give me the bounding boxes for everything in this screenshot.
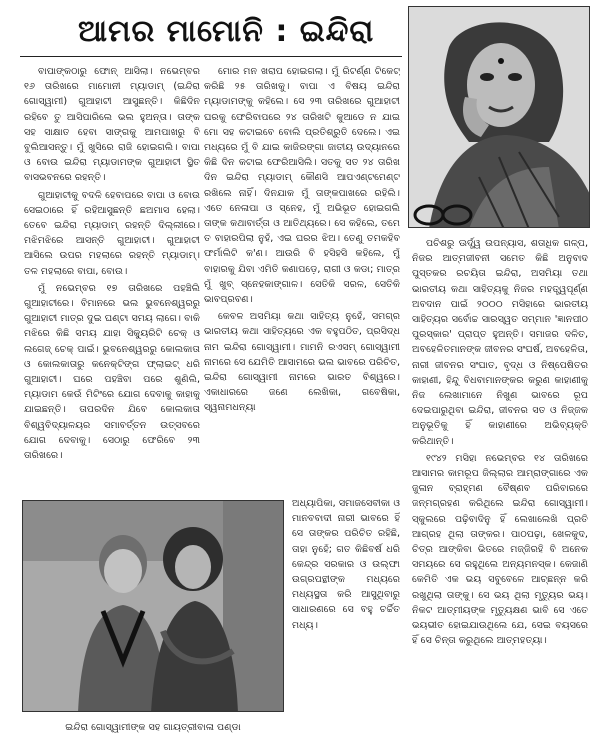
paragraph: କେବଳ ଅସମିୟା କଥା ସାହିତ୍ୟ ନୁହେଁ, ସମଗ୍ର ଭାରତୀୟ କଥା ସାହିତ୍ୟରେ ଏକ ବହୁପଠିତ, ପ୍ରସିଦ୍ଧ ନାମ ଇନ୍ଦିରା ଗୋସ୍ୱାମୀ। ମାମନି ରଏସମ୍ ଗୋସ୍ୱାମୀ ନାମରେ ସେ ଯେମିତି ଆସାମରେ ଭଲ ଭାବରେ ପରିଚିତ, ଇନ୍ଦିରା ଗୋସ୍ୱାମୀ ନାମରେ ଭାରତ ବିଶ୍ୱରେ। ଏକାଧାରରେ ଜଣେ ଲେଖିକା, ଗବେଷିକା, ସ୍ୱନାମଧନ୍ୟା xyxy=(204,311,400,414)
paragraph: ଗୁଆହାଟୀକୁ ବଦଳି ହେବାପରେ ବାପା ଓ ବୋଉ ସେଇଠାରେ ହିଁ ରହିଆସୁଛନ୍ତି ଛଅମାସ ହେଲା। ତେବେ ଇନ୍ଦିରା ମ୍ୟାଡାମ୍ ରହନ୍ତି ଦିଲ୍ଲୀରେ। ମଝିମଝିରେ ଆସନ୍ତି ଗୁଆହାଟୀ। ଗୁଆହାଟୀ ଆସିଲେ ଉପର ମହଲାରେ ରହନ୍ତି ମ୍ୟାଡାମ୍। ତଳ ମହଲାରେ ବାପା, ବୋଉ। xyxy=(24,189,200,277)
paragraph: ଅଧ୍ୟାପିକା, ସମାଜସେବୀକା ଓ ମାନବବାଦୀ ନାରୀ ଭାବରେ ହିଁ ସେ ତାଙ୍କର ପରିଚିତ ରହିଛି, ତାହା ନୁହେଁ; ଗତ କିଛିବର୍ଷ ଧରି କେନ୍ଦ୍ର ସରକାର ଓ ଉଲ୍ଫା ଉଗ୍ରପନ୍ଥୀଙ୍କ ମଧ୍ୟରେ ମଧ୍ୟସ୍ଥତା କରି ଆସୁଥିବାରୁ ସାଧାରଣରେ ସେ ବହୁ ଚର୍ଚ୍ଚିତ ମଧ୍ୟ। xyxy=(292,498,400,631)
paragraph: ବାପାଙ୍କଠାରୁ ଫୋନ୍ ଆସିଲା। ନଭେମ୍ବର ୧୬ ତାରିଖରେ ମାମୋନୀ ମ୍ୟାଡାମ୍ (ଇନ୍ଦିରା ଗୋସ୍ୱାମୀ) ଗୁଆହାଟୀ ଆସୁଛନ୍ତି। କିଛିଦିନ ରହିବେ ତୁ ଆସିପାରିଲେ ଭଲ ହୁଅନ୍ତା। ତାଙ୍କ ସହ ସାକ୍ଷାତ ହେବା ସାଙ୍ଗକୁ ଆମପାଖରୁ ବି ବୁଲିଆସନ୍ତୁ। ମୁଁ ଖୁସିରେ ରାଜି ହୋଇଗଲି। ବାପା ଓ ବୋଉ ଇନ୍ଦିରା ମ୍ୟାଡାମଙ୍କ ଗୁଆହାଟୀ ସ୍ଥିତ ବାସଭବନରେ ରହନ୍ତି। xyxy=(24,66,200,184)
paragraph: ପଚିଶରୁ ଊର୍ଦ୍ଧ୍ୱ ଉପନ୍ୟାସ, ଶତାଧିକ ଗଳ୍ପ, ନିଜର ଆତ୍ମଜୀବନୀ ସମେତ କିଛି ଅନୁବାଦ ପୁସ୍ତକର ରଚୟିତା ଇନ୍ଦିରା, ଅସମିୟା ତଥା ଭାରତୀୟ କଥା ସାହିତ୍ୟକୁ ନିଜର ମହତ୍ତ୍ୱପୂର୍ଣ୍ଣ ଅବଦାନ ପାଇଁ ୨୦୦୦ ମସିହାରେ ଭାରତୀୟ ସାହିତ୍ୟର ସର୍ବୋଚ୍ଚ ସାରସ୍ୱତ ସମ୍ମାନ 'ଜ୍ଞାନପୀଠ ପୁରସ୍କାର' ପ୍ରାପ୍ତ ହୁଅନ୍ତି। ସମାଜର ଦଳିତ, ଅବହେଳିତମାନଙ୍କ ଜୀବନର ସଂଘର୍ଷ, ଅବହେଳିତା, ନାରୀ ଜୀବନର ସଂଘାତ, ବୃଦ୍ଧ ଓ ନିଷ୍ପେଷିତର କାହାଣୀ, ହିନ୍ଦୁ ବିଧବାମାନଙ୍କର କରୁଣ କାହାଣୀକୁ ନିଜ ଲେଖାମାନେ ନିଖୁଣ ଭାବରେ ରୂପ ଦେଇପାରୁଥିବା ଇନ୍ଦିରା, ଜୀବନର ସତ ଓ ନିଜ୍ଜକ ଅନୁଭୂତିକୁ ହିଁ କାହାଣୀରେ ଅଭିବ୍ୟକ୍ତି କରିଥାନ୍ତି। xyxy=(412,238,588,447)
portrait-illustration xyxy=(409,7,590,228)
paragraph: ୧୯୪୨ ମସିହା ନଭେମ୍ବର ୧୪ ତାରିଖରେ ଆସାମର କାମରୂପ ଜିଲ୍ଲାର ଆମ୍ରାଙ୍ଗାରେ ଏକ ଜୁଳାନ ବ୍ରାହ୍ମଣ ବୈଷ୍ଣବ ପରିବାରରେ ଜନ୍ମଗ୍ରହଣ କରିଥିଲେ ଇନ୍ଦିରା ଗୋସ୍ୱାମୀ। ସ୍କୁଲରେ ପଢ଼ିବାଦିନୁ ହିଁ ଲେଖାଲେଖି ପ୍ରତି ଆଗ୍ରହ ଥିଲା ତାଙ୍କର। ପାଠପଢ଼ା, ଖେଳକୁଦ, ଚିତ୍ର ଆଙ୍କିବା ଭିତରେ ମଜ୍ଜିରହି ବି ଅନେକ ସମୟରେ ସେ ରହୁଥିଲେ ଅନ୍ୟମନସ୍କ। କେଜାଣି କେମିତି ଏକ ଭୟ ସବୁବେଳେ ଆଚ୍ଛନ୍ନ କରି ରଖୁଥିଲା ତାଙ୍କୁ। ସେ ଭୟ ଥିଲା ମୃତ୍ୟୁର ଭୟ। ନିକଟ ଆତ୍ମୀୟଙ୍କ ମୃତ୍ୟୁକ୍ଷଣ ଭାବି ସେ ଏତେ ଭୟଭୀତ ହୋଇଯାଉଥିଲେ ଯେ, ସେଇ ବୟସରେ ହିଁ ସେ ଚିନ୍ତା କରୁଥିଲେ ଆତ୍ମହତ୍ୟା। xyxy=(412,452,588,647)
group-photo-illustration xyxy=(23,501,284,712)
article-headline: ଆମର ମାମୋନି : ଇନ୍ଦିରା xyxy=(78,14,375,49)
headline-rule xyxy=(20,56,402,57)
article-column-3 xyxy=(412,236,588,748)
paragraph: ମୋର ମନ ଖରାପ ହୋଇଗଲା। ମୁଁ ରିଟର୍ଣ୍ଣ ଟିକେଟ୍ କରିଛି ୨୫ ତାରିଖକୁ। ବାପା ଏ ବିଷୟ ଇନ୍ଦିରା ମ୍ୟାଡାମଙ୍କୁ କହିଲେ। ସେ ୨୩ ତାରିଖରେ ଗୁଆହାଟୀ ଘରକୁ ଫେରିବାପରେ ୨୪ ତାରିଖଟି କୁଆଡେ ନ ଯାଇ ମୋ ସହ କଟାଇବେ ବୋଲି ପ୍ରତିଶ୍ରୁତି ଦେଲେ। ଏଇ ମଧ୍ୟରେ ମୁଁ ବି ଯାଇ କାଜିରଙ୍ଗା ଜାତୀୟ ଉଦ୍ୟାନରେ କିଛି ଦିନ କଟାଇ ଫେରିଆସିଲି। ସତକୁ ସତ ୨୪ ତାରିଖ ଦିନ ଇନ୍ଦିରା ମ୍ୟାଡାମ୍ କୌଣସି ଆପଏଣ୍ଟମେଣ୍ଟ ରଖିଲେ ନାହିଁ। ଦିନଯାକ ମୁଁ ତାଙ୍କପାଖରେ ରହିଲି। ଏତେ ନେଳାପା ଓ ସ୍ନେହ, ମୁଁ ଅଭିଭୂତ ହୋଇଗଲି ତାଙ୍କ କଥାବାର୍ତ୍ତା ଓ ଆତିଥ୍ୟରେ। ସେ କହିଲେ, ତମେ ତ ବାହାରପିଲା ନୁହଁ, ଏଇ ଘରର ଝିଅ। ତେଣୁ ତମକହିବ ଫର୍ମାଲିଟି କ'ଣ। ଆଉରି ବି ହସିହସି କହିଲେ, ମୁଁ ବାହାରକୁ ଯିବା ଏମିତି କଣାପଡ଼େ, ରାଗୀ ଓ କଡା; ମାତ୍ର ମୁଁ ଖୁବ୍ ସ୍ନେହକାଙ୍ଗାଳ। ସେତିକି ସରଳ, ସେତିକି ଭାବପ୍ରବଣ। xyxy=(204,66,400,306)
paragraph: ମୁଁ ନଭେମ୍ବର ୧୭ ତାରିଖରେ ପହଞ୍ଚିଲି ଗୁଆହାଟୀରେ। ବିମାନରେ ଭଲ ଭୁବନେଶ୍ୱରରୁ ଗୁଆହାଟୀ ମାତ୍ର ଦୁଇ ଘଣ୍ଟା ସମୟ ଲାଗେ। ବାକି ମଝିରେ କିଛି ସମୟ ଯାହା ସିକ୍ୟୁରିଟି ଚେକ୍ ଓ ଲଗେଜ୍ ଚେକ୍ ପାଇଁ। ଭୁବନେଶ୍ୱରରୁ କୋଲକାତା ଓ କୋଲକାତାରୁ କନେକ୍ଟିଙ୍ଗ ଫ୍ଲାଇଟ୍ ଧରି ଗୁଆହାଟୀ। ଘରେ ପହଞ୍ଚିବା ପରେ ଶୁଣିଲି, ମ୍ୟାଡାମ କେଉଁ ମିଟିଂରେ ଯୋଗ ଦେବାକୁ କାହାକୁ ଯାଇଛନ୍ତି। ତାପରଦିନ ଯିବେ କୋଲକାତା ବିଶ୍ୱବିଦ୍ୟାଳୟର ସମାବର୍ତ୍ତନ ଉତ୍ସବରେ ଯୋଗ ଦେବାକୁ। ସେଠାରୁ ଫେରିବେ ୨୩ ତାରିଖରେ। xyxy=(24,282,200,462)
author-portrait-photo xyxy=(408,6,590,228)
photo-caption: ଇନ୍ଦିରା ଗୋସ୍ୱାମୀଙ୍କ ସହ ଗାୟତ୍ରୀବାଳା ପଣ୍ଡା xyxy=(65,722,241,733)
group-photo xyxy=(22,500,284,712)
article-column-1 xyxy=(24,64,200,484)
article-column-2-continued xyxy=(292,496,400,744)
article-column-2 xyxy=(204,64,400,500)
